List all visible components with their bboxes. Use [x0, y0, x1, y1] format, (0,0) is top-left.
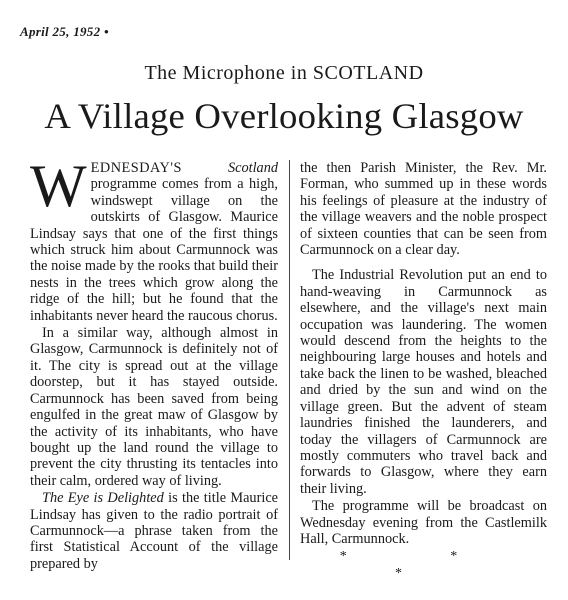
end-asterisks: * * * — [339, 549, 508, 581]
lead-italic: Scotland — [227, 160, 278, 176]
article-paragraph-2: In a similar way, although almost in Glasgow, Carmunnock is definitely not of it. The city is spread out at the village doorstep, but it has stayed outside. Carmunnock has been saved from being engulfed in the great maw of Glasgow by the activity of its inhabitants, who have bought up the land round the village to prevent the city thrusting its tentacles into their calm, ordered way of living. — [30, 325, 278, 489]
article-paragraph-1 — [30, 153, 278, 324]
article-column-left — [30, 153, 279, 572]
date-text: April 25, 1952 — [20, 24, 101, 39]
article-paragraph-4: The Industrial Revolution put an end to hand-weaving in Carmunnock as elsewhere, and the village's next main occupation was laundering. The women would descend from the heights to the neighbouring large houses and hotels and take back the linen to be washed, bleached and dried by the sun and wind on the village green. But the advent of steam laundries finished the launderers, and today the villagers of Carmunnock are mostly commuters who travel back and forwards to Glasgow, where they earn their living. — [300, 267, 547, 497]
dateline — [20, 24, 109, 40]
drop-cap: W — [30, 153, 87, 219]
article-paragraph-3-continued: the then Parish Minister, the Rev. Mr. Forman, who summed up in these words his feelings of pleasure at the industry of the village weavers and the noble prospect of sixteen counties that can be seen from Carmunnock on a clear day. — [300, 160, 547, 259]
article-paragraph-3 — [30, 490, 278, 572]
column-divider — [289, 160, 290, 560]
paragraph-1-text: programme comes from a high, windswept village on the outskirts of Glasgow. Maurice Lindsay says that one of the first things which struck him about Carmunnock was the noise made by the rooks that build their nests in the trees which grow along the ridge of the hill; but he found that the inhabitants never heard the raucous chorus. — [30, 176, 278, 324]
programme-title: The Eye is Delighted — [42, 490, 164, 507]
date-bullet: • — [103, 24, 109, 39]
page-title: A Village Overlooking Glasgow — [44, 96, 524, 136]
article-column-right — [300, 160, 547, 582]
paragraph-3-text: is the title Maurice Lindsay has given to the radio portrait of Carmunnock—a phrase taken from the first Statistical Account of the village prepared by — [30, 490, 279, 572]
kicker-heading: The Microphone in SCOTLAND — [144, 62, 424, 84]
lead-caps: EDNESDAY'S — [90, 160, 182, 176]
article-paragraph-5: The programme will be broadcast on Wednesday evening from the Castlemilk Hall, Carmunnock. — [300, 498, 547, 547]
